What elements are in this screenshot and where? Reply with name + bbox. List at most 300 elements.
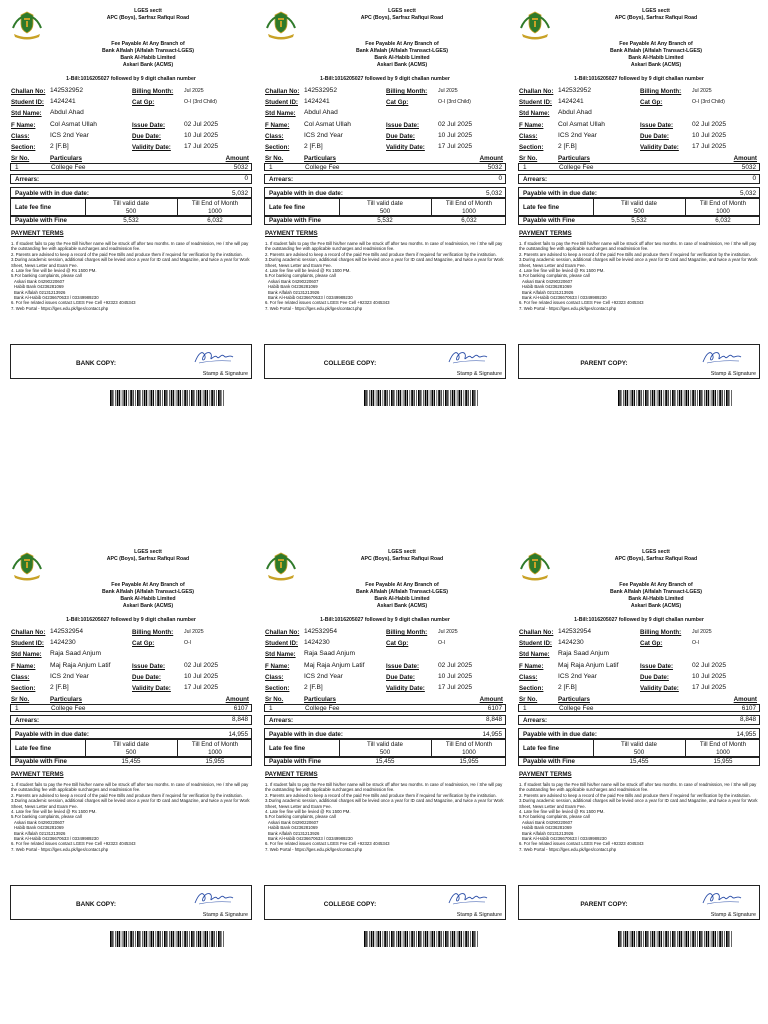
fee-particular: College Fee (305, 705, 340, 712)
payable-value: 14,955 (228, 731, 248, 738)
std-name-label: Std Name: (265, 651, 296, 659)
billing-month-label: Billing Month: (132, 88, 174, 95)
late-valid-value: 500 (633, 749, 645, 756)
class-label: Class: (11, 132, 30, 140)
class-value: ICS 2nd Year (558, 131, 597, 139)
info-row (518, 120, 760, 131)
due-date-value: 10 Jul 2025 (692, 131, 727, 139)
payable-value: 5,032 (486, 190, 502, 197)
late-valid-value: 500 (379, 749, 391, 756)
late-fee-row (264, 739, 506, 757)
info-row (264, 672, 506, 683)
issue-date-label: Issue Date: (640, 662, 674, 670)
section-label: Section: (519, 684, 544, 692)
payment-term: 2. Parents are advised to keep a record of the paid Fee Bills and produce them if required for verification by the institution. (11, 792, 243, 798)
school-header (552, 549, 760, 563)
payment-term: 2. Parents are advised to keep a record of the paid Fee Bills and produce them if required for verification by the institution. (519, 251, 751, 257)
payable-fine-label: Payable with Fine (269, 217, 321, 224)
ibill-note: 1-Bill:1016205027 followed by 9 digit challan number (574, 76, 704, 82)
info-row (518, 661, 760, 672)
cat-gp-label: Cat Gp: (386, 640, 409, 648)
school-header (44, 549, 252, 563)
bank-line: Bank Al-Habib Limited (374, 55, 430, 61)
late-valid-value: 500 (633, 208, 645, 215)
validity-date-label: Validity Date: (640, 143, 679, 151)
validity-date-value: 17 Jul 2025 (692, 683, 727, 691)
copy-box (10, 344, 252, 379)
payable-label: Payable with in due date: (269, 190, 343, 197)
validity-date-value: 17 Jul 2025 (692, 142, 727, 150)
std-name-value: Raja Saad Anjum (304, 650, 355, 658)
challan-no-value: 142532954 (558, 628, 592, 635)
payment-terms-title: PAYMENT TERMS (265, 230, 318, 237)
late-fee-row (518, 739, 760, 757)
section-label: Section: (519, 143, 544, 151)
payment-term: 5.For banking complaints, please call (11, 814, 82, 820)
barcode (618, 390, 734, 406)
issue-date-value: 02 Jul 2025 (184, 661, 219, 669)
stamp-signature-label: Stamp & Signature (202, 371, 248, 377)
info-row (518, 683, 760, 694)
info-row (10, 86, 252, 97)
late-fee-row (264, 198, 506, 216)
info-row (10, 672, 252, 683)
ibill-note: 1-Bill:1016205027 followed by 9 digit challan number (320, 76, 450, 82)
arrears-row (264, 174, 506, 184)
fee-amount: 5032 (233, 164, 248, 171)
due-date-value: 10 Jul 2025 (692, 672, 727, 680)
copy-label: PARENT COPY: (580, 901, 628, 908)
payment-term: Habib Bank 04236281069 (522, 284, 572, 290)
student-id-value: 1424241 (50, 98, 76, 106)
info-row (518, 649, 760, 660)
issue-date-value: 02 Jul 2025 (184, 120, 219, 128)
signature-image (193, 348, 237, 366)
payable-value: 14,955 (736, 731, 756, 738)
bank-line: Askari Bank (ACMS) (376, 62, 428, 68)
payment-term: 1. If student fails to pay the Fee Bill his/her name will be struck off after two months. In case of readmission, He / She will pay the outstanding fee with applicable surcharges and readmission fee. (11, 241, 249, 252)
ibill-note: 1-Bill:1016205027 followed by 9 digit challan number (574, 617, 704, 623)
payment-term: 5.For banking complaints, please call (265, 273, 336, 279)
particulars-header-label: Particulars (304, 696, 336, 703)
payment-term: 2. Parents are advised to keep a record of the paid Fee Bills and produce them if required for verification by the institution. (265, 251, 497, 257)
particulars-header-label: Particulars (50, 696, 82, 703)
payment-term: Askari Bank 04290220607 (268, 819, 319, 825)
barcode (110, 390, 226, 406)
payment-term: 4. Late fee fine will be levied @ Rs 1500 PM. (265, 809, 351, 815)
info-row (10, 142, 252, 153)
section-value: 2 [F.B] (304, 142, 323, 150)
payable-fine-row (10, 216, 252, 225)
late-end-value: 1000 (208, 208, 222, 215)
section-value: 2 [F.B] (304, 683, 323, 691)
amount-header: Amount (225, 696, 249, 703)
barcode (618, 931, 734, 947)
bank-line: Fee Payable At Any Branch of (111, 41, 185, 47)
class-label: Class: (519, 132, 538, 140)
cat-gp-label: Cat Gp: (386, 99, 409, 107)
payment-term: Bank Al-Habib 04236670633 / 03349989230 (522, 836, 607, 842)
payment-term: Bank Al-Habib 04236670633 / 03349989230 (522, 295, 607, 301)
till-valid-label: Till valid date (621, 741, 657, 748)
issue-date-label: Issue Date: (640, 121, 674, 129)
late-fee-row (10, 198, 252, 216)
school-name: LGES sectt (134, 8, 162, 14)
till-end-label: Till End of Month (191, 200, 239, 207)
late-fee-label: Late fee fine (269, 204, 306, 211)
arrears-label: Arrears: (15, 717, 40, 724)
till-valid-label: Till valid date (113, 741, 149, 748)
payment-terms-title: PAYMENT TERMS (11, 230, 64, 237)
payment-term: 1. If student fails to pay the Fee Bill his/her name will be struck off after two months. In case of readmission, He / She will pay the outstanding fee with applicable surcharges and readmission fee. (11, 782, 249, 793)
billing-month-value: Jul 2025 (438, 88, 458, 94)
challan-no-label: Challan No: (11, 88, 46, 95)
till-valid-label: Till valid date (367, 741, 403, 748)
payment-term: 1. If student fails to pay the Fee Bill his/her name will be struck off after two months. In case of readmission, He / She will pay the outstanding fee with applicable surcharges and readmission fee. (265, 241, 503, 252)
copy-box (10, 885, 252, 920)
payment-terms (11, 241, 252, 311)
billing-month-value: Jul 2025 (184, 629, 204, 635)
student-id-value: 1424241 (304, 98, 330, 106)
bank-info (298, 582, 506, 610)
payment-term: Askari Bank 04290220607 (14, 278, 65, 284)
section-value: 2 [F.B] (558, 683, 577, 691)
payment-term: 5.For banking complaints, please call (519, 273, 590, 279)
payment-term: 4. Late fee fine will be levied @ Rs 1500 PM. (519, 809, 605, 815)
info-row (518, 627, 760, 638)
info-row (10, 627, 252, 638)
section-value: 2 [F.B] (558, 142, 577, 150)
till-valid-label: Till valid date (621, 200, 657, 207)
particulars-header (10, 695, 252, 704)
due-date-label: Due Date: (132, 673, 161, 681)
copy-label: PARENT COPY: (580, 360, 628, 367)
validity-date-value: 17 Jul 2025 (438, 683, 473, 691)
payment-terms-title: PAYMENT TERMS (519, 230, 572, 237)
student-info (10, 627, 252, 694)
payable-fine-label: Payable with Fine (15, 758, 67, 765)
info-row (518, 86, 760, 97)
payment-term: 3.During academic session, additional charges will be levied once a year for ID card and Magazine, and twice a year for Work Sheet, News Letter and Exam Fee. (519, 798, 758, 809)
arrears-row (518, 174, 760, 184)
info-row (10, 108, 252, 119)
issue-date-value: 02 Jul 2025 (692, 120, 727, 128)
srno-header: Sr No. (11, 696, 30, 703)
fine-end-value: 6,032 (461, 217, 477, 224)
payment-term: Bank Alfalah 02131213926 (14, 830, 66, 836)
payment-term: 1. If student fails to pay the Fee Bill his/her name will be struck off after two months. In case of readmission, He / She will pay the outstanding fee with applicable surcharges and readmission fee. (265, 782, 503, 793)
payment-term: 7. Web Portal - https://lges.edu.pk/lges/contact.php (11, 305, 109, 311)
school-branch: APC (Boys), Sarfraz Rafiqui Road (614, 556, 698, 562)
due-date-label: Due Date: (640, 673, 669, 681)
bank-line: Bank Alfalah (Alfalah Transact-LGES) (609, 48, 703, 54)
section-label: Section: (11, 143, 36, 151)
payable-row (10, 187, 252, 198)
late-fee-label: Late fee fine (15, 745, 52, 752)
arrears-value: 8,848 (232, 716, 248, 723)
bank-line: Fee Payable At Any Branch of (111, 582, 185, 588)
info-row (518, 638, 760, 649)
fee-srno: 1 (269, 164, 273, 171)
due-date-label: Due Date: (386, 132, 415, 140)
student-id-value: 1424230 (50, 639, 76, 647)
student-id-value: 1424230 (304, 639, 330, 647)
std-name-value: Abdul Ahad (304, 109, 338, 117)
student-id-label: Student ID: (11, 99, 44, 107)
arrears-value: 8,848 (740, 716, 756, 723)
srno-header: Sr No. (265, 155, 284, 162)
payable-value: 5,032 (740, 190, 756, 197)
validity-date-value: 17 Jul 2025 (184, 683, 219, 691)
school-name: LGES sectt (388, 549, 416, 555)
validity-date-label: Validity Date: (132, 143, 171, 151)
payment-term: 7. Web Portal - https://lges.edu.pk/lges/contact.php (265, 305, 363, 311)
class-label: Class: (265, 132, 284, 140)
arrears-label: Arrears: (523, 717, 548, 724)
due-date-label: Due Date: (386, 673, 415, 681)
due-date-value: 10 Jul 2025 (438, 672, 473, 680)
payable-fine-row (264, 757, 506, 766)
till-end-label: Till End of Month (445, 200, 493, 207)
bank-line: Fee Payable At Any Branch of (365, 582, 439, 588)
payment-term: 3.During academic session, additional charges will be levied once a year for ID card and Magazine, and twice a year for Work Sheet, News Letter and Exam Fee. (265, 257, 504, 268)
validity-date-label: Validity Date: (386, 684, 425, 692)
payment-term: Habib Bank 04236281069 (522, 825, 572, 831)
school-header (552, 8, 760, 22)
late-fee-label: Late fee fine (523, 745, 560, 752)
payment-terms (519, 782, 760, 852)
arrears-value: 0 (752, 175, 756, 182)
validity-date-label: Validity Date: (132, 684, 171, 692)
payment-term: 3.During academic session, additional charges will be levied once a year for ID card and Magazine, and twice a year for Work Sheet, News Letter and Exam Fee. (519, 257, 758, 268)
srno-header: Sr No. (11, 155, 30, 162)
info-row (518, 131, 760, 142)
validity-date-label: Validity Date: (640, 684, 679, 692)
payment-term: Habib Bank 04236281069 (268, 825, 318, 831)
payable-value: 5,032 (232, 190, 248, 197)
bank-info (44, 582, 252, 610)
info-row (10, 120, 252, 131)
cat-gp-value: O-I (438, 640, 446, 647)
challan-no-value: 142532954 (50, 628, 84, 635)
fee-particular: College Fee (51, 705, 86, 712)
copy-box (264, 885, 506, 920)
fee-row (10, 704, 252, 712)
info-row (10, 638, 252, 649)
fee-challan-slip (264, 545, 506, 1010)
fee-srno: 1 (15, 164, 19, 171)
father-name-value: Maj Raja Anjum Latif (304, 661, 365, 669)
info-row (264, 683, 506, 694)
info-row (10, 661, 252, 672)
bank-info (552, 41, 760, 69)
payment-term: 1. If student fails to pay the Fee Bill his/her name will be struck off after two months. In case of readmission, He / She will pay the outstanding fee with applicable surcharges and readmission fee. (519, 782, 757, 793)
school-crest-logo (264, 8, 298, 42)
validity-date-label: Validity Date: (386, 143, 425, 151)
school-header (44, 8, 252, 22)
arrears-row (10, 715, 252, 725)
info-row (518, 142, 760, 153)
issue-date-label: Issue Date: (132, 121, 166, 129)
fine-valid-value: 15,455 (629, 758, 649, 765)
std-name-value: Raja Saad Anjum (558, 650, 609, 658)
payment-term: 2. Parents are advised to keep a record of the paid Fee Bills and produce them if required for verification by the institution. (265, 792, 497, 798)
std-name-label: Std Name: (11, 110, 42, 118)
school-branch: APC (Boys), Sarfraz Rafiqui Road (106, 556, 190, 562)
student-id-label: Student ID: (265, 640, 298, 648)
fee-row (10, 163, 252, 171)
barcode (364, 931, 480, 947)
billing-month-value: Jul 2025 (692, 88, 712, 94)
late-fee-row (10, 739, 252, 757)
arrears-label: Arrears: (269, 717, 294, 724)
particulars-header-label: Particulars (558, 155, 590, 162)
bank-line: Bank Al-Habib Limited (374, 596, 430, 602)
billing-month-value: Jul 2025 (692, 629, 712, 635)
info-row (264, 627, 506, 638)
student-info (518, 627, 760, 694)
arrears-label: Arrears: (269, 176, 294, 183)
payment-terms-title: PAYMENT TERMS (519, 771, 572, 778)
bank-line: Askari Bank (ACMS) (376, 603, 428, 609)
payable-row (518, 728, 760, 739)
bank-line: Fee Payable At Any Branch of (365, 41, 439, 47)
school-branch: APC (Boys), Sarfraz Rafiqui Road (614, 15, 698, 21)
fine-end-value: 15,955 (459, 758, 479, 765)
amount-header: Amount (733, 155, 757, 162)
section-value: 2 [F.B] (50, 142, 69, 150)
bank-line: Bank Alfalah (Alfalah Transact-LGES) (101, 589, 195, 595)
student-info (10, 86, 252, 153)
student-id-value: 1424230 (558, 639, 584, 647)
payable-label: Payable with in due date: (269, 731, 343, 738)
stamp-signature-label: Stamp & Signature (202, 912, 248, 918)
arrears-value: 0 (498, 175, 502, 182)
payable-label: Payable with in due date: (523, 731, 597, 738)
payment-term: 4. Late fee fine will be levied @ Rs 1500 PM. (11, 809, 97, 815)
info-row (264, 108, 506, 119)
bank-line: Askari Bank (ACMS) (122, 603, 174, 609)
info-row (264, 649, 506, 660)
std-name-value: Abdul Ahad (558, 109, 592, 117)
amount-header: Amount (479, 696, 503, 703)
info-row (10, 97, 252, 108)
info-row (518, 108, 760, 119)
fee-challan-slip (518, 4, 760, 469)
late-fee-label: Late fee fine (269, 745, 306, 752)
late-valid-value: 500 (125, 208, 137, 215)
payment-terms (519, 241, 760, 311)
class-value: ICS 2nd Year (304, 672, 343, 680)
fine-valid-value: 5,532 (377, 217, 393, 224)
fine-valid-value: 15,455 (375, 758, 395, 765)
father-name-value: Col Asmat Ullah (558, 120, 605, 128)
signature-image (701, 348, 745, 366)
school-name: LGES sectt (134, 549, 162, 555)
info-row (518, 672, 760, 683)
student-id-label: Student ID: (265, 99, 298, 107)
fee-srno: 1 (523, 705, 527, 712)
student-id-value: 1424241 (558, 98, 584, 106)
due-date-value: 10 Jul 2025 (184, 672, 219, 680)
particulars-header (10, 154, 252, 163)
bank-line: Askari Bank (ACMS) (630, 62, 682, 68)
payable-fine-label: Payable with Fine (523, 217, 575, 224)
class-label: Class: (265, 673, 284, 681)
payable-fine-label: Payable with Fine (269, 758, 321, 765)
school-header (298, 549, 506, 563)
cat-gp-label: Cat Gp: (132, 640, 155, 648)
fee-amount: 6107 (741, 705, 756, 712)
payment-term: 5.For banking complaints, please call (11, 273, 82, 279)
billing-month-label: Billing Month: (386, 88, 428, 95)
class-label: Class: (11, 673, 30, 681)
payment-term: 4. Late fee fine will be levied @ Rs 1500 PM. (265, 268, 351, 274)
issue-date-label: Issue Date: (132, 662, 166, 670)
payable-label: Payable with in due date: (15, 731, 89, 738)
bank-info (44, 41, 252, 69)
payment-term: 2. Parents are advised to keep a record of the paid Fee Bills and produce them if required for verification by the institution. (519, 792, 751, 798)
billing-month-value: Jul 2025 (438, 629, 458, 635)
bank-line: Bank Alfalah (Alfalah Transact-LGES) (355, 48, 449, 54)
father-name-label: F Name: (519, 121, 544, 129)
validity-date-value: 17 Jul 2025 (184, 142, 219, 150)
std-name-value: Raja Saad Anjum (50, 650, 101, 658)
payment-term: 5.For banking complaints, please call (519, 814, 590, 820)
stamp-signature-label: Stamp & Signature (456, 371, 502, 377)
payable-row (518, 187, 760, 198)
father-name-value: Col Asmat Ullah (50, 120, 97, 128)
school-crest-logo (518, 549, 552, 583)
fine-valid-value: 15,455 (121, 758, 141, 765)
payment-term: 7. Web Portal - https://lges.edu.pk/lges/contact.php (11, 846, 109, 852)
fee-row (518, 163, 760, 171)
payable-fine-label: Payable with Fine (523, 758, 575, 765)
signature-image (193, 889, 237, 907)
payment-term: Askari Bank 04290220607 (522, 819, 573, 825)
father-name-label: F Name: (11, 121, 36, 129)
payment-term: Bank Alfalah 02131213926 (268, 830, 320, 836)
fee-amount: 6107 (487, 705, 502, 712)
class-value: ICS 2nd Year (558, 672, 597, 680)
bank-info (552, 582, 760, 610)
info-row (264, 120, 506, 131)
challan-no-label: Challan No: (11, 629, 46, 636)
billing-month-label: Billing Month: (640, 88, 682, 95)
school-crest-logo (10, 8, 44, 42)
section-label: Section: (11, 684, 36, 692)
challan-no-value: 142532952 (558, 87, 592, 94)
section-label: Section: (265, 684, 290, 692)
payment-term: Bank Alfalah 02131213926 (14, 289, 66, 295)
late-fee-label: Late fee fine (523, 204, 560, 211)
fee-particular: College Fee (305, 164, 340, 171)
fine-end-value: 6,032 (207, 217, 223, 224)
fee-srno: 1 (15, 705, 19, 712)
father-name-label: F Name: (265, 121, 290, 129)
std-name-label: Std Name: (519, 110, 550, 118)
payment-term: Habib Bank 04236281069 (14, 825, 64, 831)
payment-terms (265, 241, 506, 311)
copy-label: BANK COPY: (75, 901, 116, 908)
cat-gp-label: Cat Gp: (640, 99, 663, 107)
fee-particular: College Fee (559, 164, 594, 171)
info-row (264, 86, 506, 97)
billing-month-value: Jul 2025 (184, 88, 204, 94)
fee-challan-slip (518, 545, 760, 1010)
late-fee-label: Late fee fine (15, 204, 52, 211)
billing-month-label: Billing Month: (132, 629, 174, 636)
